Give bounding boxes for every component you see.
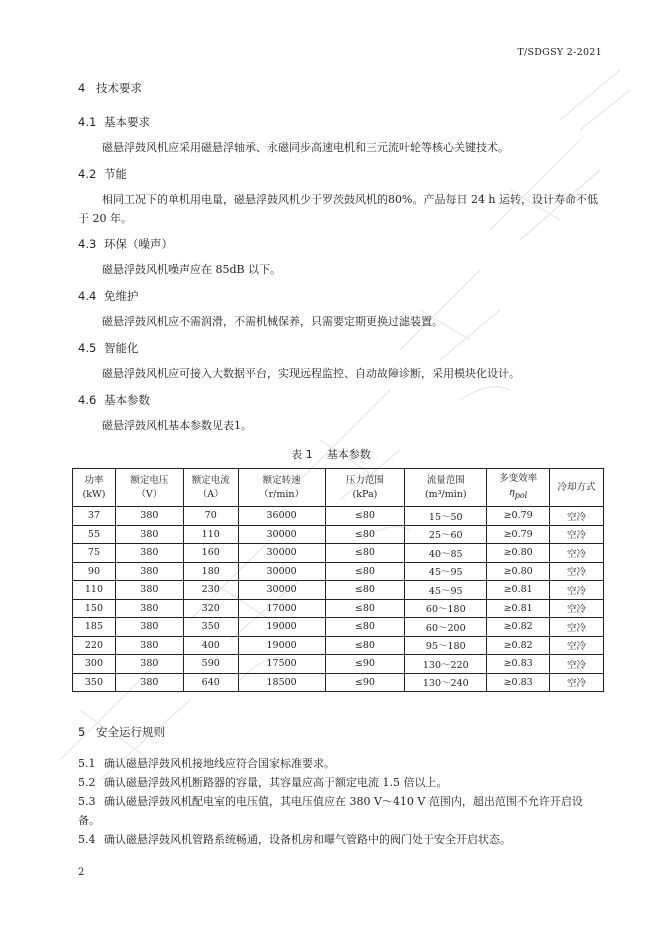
cell-rated-current: 110 xyxy=(183,525,238,544)
cell-flow-range: 60～180 xyxy=(405,599,487,618)
cell-cooling: 空冷 xyxy=(550,525,604,544)
cell-rated-current: 180 xyxy=(183,562,238,581)
cell-flow-range: 60～200 xyxy=(405,618,487,637)
cell-efficiency: ≥0.79 xyxy=(487,507,550,526)
cell-rated-speed: 19000 xyxy=(238,636,325,655)
cell-rated-speed: 30000 xyxy=(238,562,325,581)
cell-power: 37 xyxy=(73,507,116,526)
cell-rated-current: 320 xyxy=(183,599,238,618)
cell-cooling: 空冷 xyxy=(550,618,604,637)
cell-power: 110 xyxy=(73,581,116,600)
cell-pressure-range: ≤80 xyxy=(325,618,405,637)
cell-pressure-range: ≤80 xyxy=(325,507,405,526)
subsection-4-1-heading xyxy=(78,114,150,130)
section-number: 4 xyxy=(78,81,86,95)
rule-number: 5.1 xyxy=(78,757,96,770)
cell-efficiency: ≥0.83 xyxy=(487,673,550,692)
subsection-4-5-text: 磁悬浮鼓风机应可接入大数据平台，实现远程监控、自动故障诊断，采用模块化设计。 xyxy=(102,367,520,380)
table-row xyxy=(73,636,604,655)
cell-cooling: 空冷 xyxy=(550,544,604,563)
cell-flow-range: 25～60 xyxy=(405,525,487,544)
subsection-4-6-text: 磁悬浮鼓风机基本参数见表1。 xyxy=(102,419,252,432)
table-header-row xyxy=(73,469,604,507)
subsection-4-2-text: 相同工况下的单机用电量，磁悬浮鼓风机少于罗茨鼓风机的80%。产品每日 24 h 运转，设计寿命不低于 20 年。 xyxy=(78,193,599,225)
cell-efficiency: ≥0.81 xyxy=(487,581,550,600)
cell-cooling: 空冷 xyxy=(550,655,604,674)
table-row xyxy=(73,618,604,637)
cell-rated-current: 400 xyxy=(183,636,238,655)
table-caption-number: 表 1 xyxy=(291,448,313,461)
cell-power: 185 xyxy=(73,618,116,637)
section-number: 5 xyxy=(78,725,86,739)
cell-efficiency: ≥0.80 xyxy=(487,544,550,563)
cell-flow-range: 95～180 xyxy=(405,636,487,655)
cell-efficiency: ≥0.83 xyxy=(487,655,550,674)
subsection-title: 节能 xyxy=(104,167,127,181)
table-row xyxy=(73,581,604,600)
cell-flow-range: 45～95 xyxy=(405,581,487,600)
rule-text: 确认磁悬浮鼓风机接地线应符合国家标准要求。 xyxy=(104,757,335,770)
cell-rated-speed: 19000 xyxy=(238,618,325,637)
subsection-title: 智能化 xyxy=(104,341,139,355)
cell-power: 75 xyxy=(73,544,116,563)
rule-number: 5.4 xyxy=(78,833,96,846)
section-4-heading xyxy=(78,80,142,96)
subsection-number: 4.1 xyxy=(78,115,97,129)
rule-number: 5.2 xyxy=(78,776,96,789)
subsection-4-4-heading xyxy=(78,288,139,304)
cell-rated-voltage: 380 xyxy=(115,507,183,526)
rule-text: 确认磁悬浮鼓风机配电室的电压值，其电压值应在 380 V～410 V 范围内，超出范围不允许开启设备。 xyxy=(78,795,583,827)
cell-rated-speed: 30000 xyxy=(238,544,325,563)
cell-rated-voltage: 380 xyxy=(115,525,183,544)
cell-rated-current: 230 xyxy=(183,581,238,600)
rule-text: 确认磁悬浮鼓风机断路器的容量，其容量应高于额定电流 1.5 倍以上。 xyxy=(104,776,448,789)
section-title: 安全运行规则 xyxy=(96,725,165,739)
cell-pressure-range: ≤90 xyxy=(325,655,405,674)
cell-cooling: 空冷 xyxy=(550,673,604,692)
header-rated-speed: 额定转速 （r/min） xyxy=(238,469,325,507)
cell-rated-speed: 17500 xyxy=(238,655,325,674)
cell-rated-voltage: 380 xyxy=(115,544,183,563)
section-5-heading xyxy=(78,724,165,740)
header-power: 功率 (kW) xyxy=(73,469,116,507)
cell-flow-range: 130～220 xyxy=(405,655,487,674)
cell-efficiency: ≥0.79 xyxy=(487,525,550,544)
cell-cooling: 空冷 xyxy=(550,599,604,618)
cell-rated-speed: 30000 xyxy=(238,581,325,600)
cell-flow-range: 40～85 xyxy=(405,544,487,563)
table-row xyxy=(73,544,604,563)
cell-efficiency: ≥0.81 xyxy=(487,599,550,618)
header-polytropic-efficiency: 多变效率 $\eta_{pol}$ xyxy=(487,469,550,507)
rule-5-3 xyxy=(78,792,604,830)
subsection-number: 4.6 xyxy=(78,393,97,407)
rule-text: 确认磁悬浮鼓风机管路系统畅通，设备机房和曝气管路中的阀门处于安全开启状态。 xyxy=(104,833,511,846)
cell-cooling: 空冷 xyxy=(550,581,604,600)
cell-power: 55 xyxy=(73,525,116,544)
rule-5-2 xyxy=(78,773,604,792)
table-row xyxy=(73,562,604,581)
subsection-number: 4.3 xyxy=(78,237,97,251)
subsection-title: 免维护 xyxy=(104,289,139,303)
cell-power: 150 xyxy=(73,599,116,618)
cell-power: 90 xyxy=(73,562,116,581)
cell-flow-range: 15～50 xyxy=(405,507,487,526)
cell-rated-voltage: 380 xyxy=(115,655,183,674)
subsection-number: 4.5 xyxy=(78,341,97,355)
cell-pressure-range: ≤80 xyxy=(325,636,405,655)
header-rated-current: 额定电流 （A） xyxy=(183,469,238,507)
subsection-number: 4.2 xyxy=(78,167,97,181)
cell-flow-range: 45～95 xyxy=(405,562,487,581)
cell-rated-current: 640 xyxy=(183,673,238,692)
table-row xyxy=(73,507,604,526)
cell-pressure-range: ≤80 xyxy=(325,544,405,563)
cell-pressure-range: ≤90 xyxy=(325,673,405,692)
cell-flow-range: 130～240 xyxy=(405,673,487,692)
cell-efficiency: ≥0.80 xyxy=(487,562,550,581)
cell-pressure-range: ≤80 xyxy=(325,599,405,618)
subsection-title: 基本要求 xyxy=(104,115,150,129)
section-title: 技术要求 xyxy=(96,81,142,95)
header-rated-voltage: 额定电压 （V） xyxy=(115,469,183,507)
subsection-4-4-text: 磁悬浮鼓风机应不需润滑，不需机械保养，只需要定期更换过滤装置。 xyxy=(102,315,443,328)
cell-rated-voltage: 380 xyxy=(115,673,183,692)
cell-rated-current: 590 xyxy=(183,655,238,674)
table-body xyxy=(73,507,604,692)
cell-power: 300 xyxy=(73,655,116,674)
subsection-4-5-heading xyxy=(78,340,139,356)
table-row xyxy=(73,599,604,618)
cell-pressure-range: ≤80 xyxy=(325,581,405,600)
header-pressure-range: 压力范围 (kPa) xyxy=(325,469,405,507)
cell-rated-speed: 36000 xyxy=(238,507,325,526)
cell-pressure-range: ≤80 xyxy=(325,562,405,581)
cell-cooling: 空冷 xyxy=(550,562,604,581)
cell-rated-current: 70 xyxy=(183,507,238,526)
cell-rated-current: 350 xyxy=(183,618,238,637)
rule-5-1 xyxy=(78,754,604,773)
cell-rated-speed: 17000 xyxy=(238,599,325,618)
table-caption xyxy=(0,446,662,462)
parameters-table xyxy=(72,468,604,692)
cell-cooling: 空冷 xyxy=(550,636,604,655)
cell-rated-speed: 30000 xyxy=(238,525,325,544)
cell-pressure-range: ≤80 xyxy=(325,525,405,544)
cell-rated-voltage: 380 xyxy=(115,581,183,600)
cell-efficiency: ≥0.82 xyxy=(487,618,550,637)
table-row xyxy=(73,673,604,692)
subsection-title: 基本参数 xyxy=(104,393,150,407)
document-id: T/SDGSY 2-2021 xyxy=(517,47,602,58)
cell-efficiency: ≥0.82 xyxy=(487,636,550,655)
cell-rated-voltage: 380 xyxy=(115,618,183,637)
table-row xyxy=(73,525,604,544)
rule-5-4 xyxy=(78,830,604,849)
subsection-4-3-text: 磁悬浮鼓风机噪声应在 85dB 以下。 xyxy=(102,263,282,276)
subsection-4-6-heading xyxy=(78,392,150,408)
cell-rated-voltage: 380 xyxy=(115,599,183,618)
cell-rated-voltage: 380 xyxy=(115,562,183,581)
table-caption-title: 基本参数 xyxy=(326,448,371,461)
header-cooling-method: 冷却方式 xyxy=(550,469,604,507)
table-row xyxy=(73,655,604,674)
subsection-4-1-text: 磁悬浮鼓风机应采用磁悬浮轴承、永磁同步高速电机和三元流叶轮等核心关键技术。 xyxy=(102,141,509,154)
subsection-4-2-heading xyxy=(78,166,127,182)
cell-rated-speed: 18500 xyxy=(238,673,325,692)
subsection-4-3-heading xyxy=(78,236,173,252)
cell-power: 220 xyxy=(73,636,116,655)
cell-rated-current: 160 xyxy=(183,544,238,563)
cell-cooling: 空冷 xyxy=(550,507,604,526)
subsection-number: 4.4 xyxy=(78,289,97,303)
cell-power: 350 xyxy=(73,673,116,692)
rule-number: 5.3 xyxy=(78,795,96,808)
page-number: 2 xyxy=(78,867,85,878)
header-flow-range: 流量范围 (m³/min) xyxy=(405,469,487,507)
subsection-title: 环保（噪声） xyxy=(104,237,173,251)
cell-rated-voltage: 380 xyxy=(115,636,183,655)
